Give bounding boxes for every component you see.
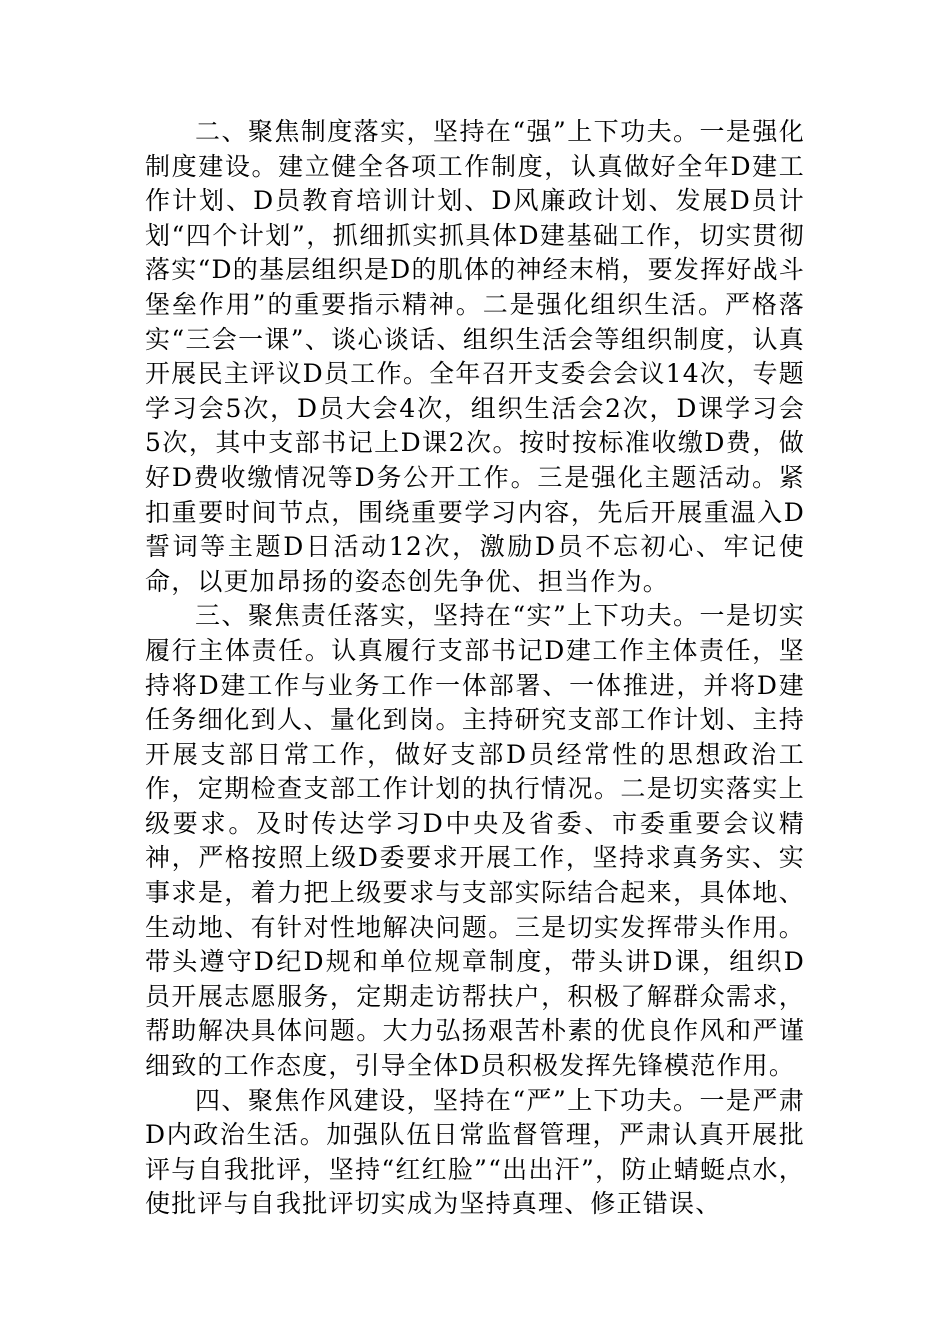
paragraph-institution-implementation: 二、聚焦制度落实，坚持在“强”上下功夫。一是强化制度建设。建立健全各项工作制度，认真做好全年D建工作计划、D员教育培训计划、D风廉政计划、发展D员计划“四个计划”，抓细抓实抓具体D建基础工作，切实贯彻落实“D的基层组织是D的肌体的神经末梢，要发挥好战斗堡垒作用”的重要指示精神。二是强化组织生活。严格落实“三会一课”、谈心谈话、组织生活会等组织制度，认真开展民主评议D员工作。全年召开支委会会议14次，专题学习会5次，D员大会4次，组织生活会2次，D课学习会5次，其中支部书记上D课2次。按时按标准收缴D费，做好D费收缴情况等D务公开工作。三是强化主题活动。紧扣重要时间节点，围绕重要学习内容，先后开展重温入D誓词等主题D日活动12次，激励D员不忘初心、牢记使命，以更加昂扬的姿态创先争优、担当作为。 (145, 117, 805, 596)
paragraph-work-style-building: 四、聚焦作风建设，坚持在“严”上下功夫。一是严肃D内政治生活。加强队伍日常监督管理，严肃认真开展批评与自我批评，坚持“红红脸”“出出汗”，防止蜻蜓点水，使批评与自我批评切实成为坚持真理、修正错误、 (145, 1085, 805, 1219)
paragraph-responsibility-implementation: 三、聚焦责任落实，坚持在“实”上下功夫。一是切实履行主体责任。认真履行支部书记D建工作主体责任，坚持将D建工作与业务工作一体部署、一体推进，并将D建任务细化到人、量化到岗。主持研究支部工作计划、主持开展支部日常工作，做好支部D员经常性的思想政治工作，定期检查支部工作计划的执行情况。二是切实落实上级要求。及时传达学习D中央及省委、市委重要会议精神，严格按照上级D委要求开展工作，坚持求真务实、实事求是，着力把上级要求与支部实际结合起来，具体地、生动地、有针对性地解决问题。三是切实发挥带头作用。带头遵守D纪D规和单位规章制度，带头讲D课，组织D员开展志愿服务，定期走访帮扶户，积极了解群众需求，帮助解决具体问题。大力弘扬艰苦朴素的优良作风和严谨细致的工作态度，引导全体D员积极发挥先锋模范作用。 (145, 601, 805, 1081)
document-body (145, 115, 805, 1222)
